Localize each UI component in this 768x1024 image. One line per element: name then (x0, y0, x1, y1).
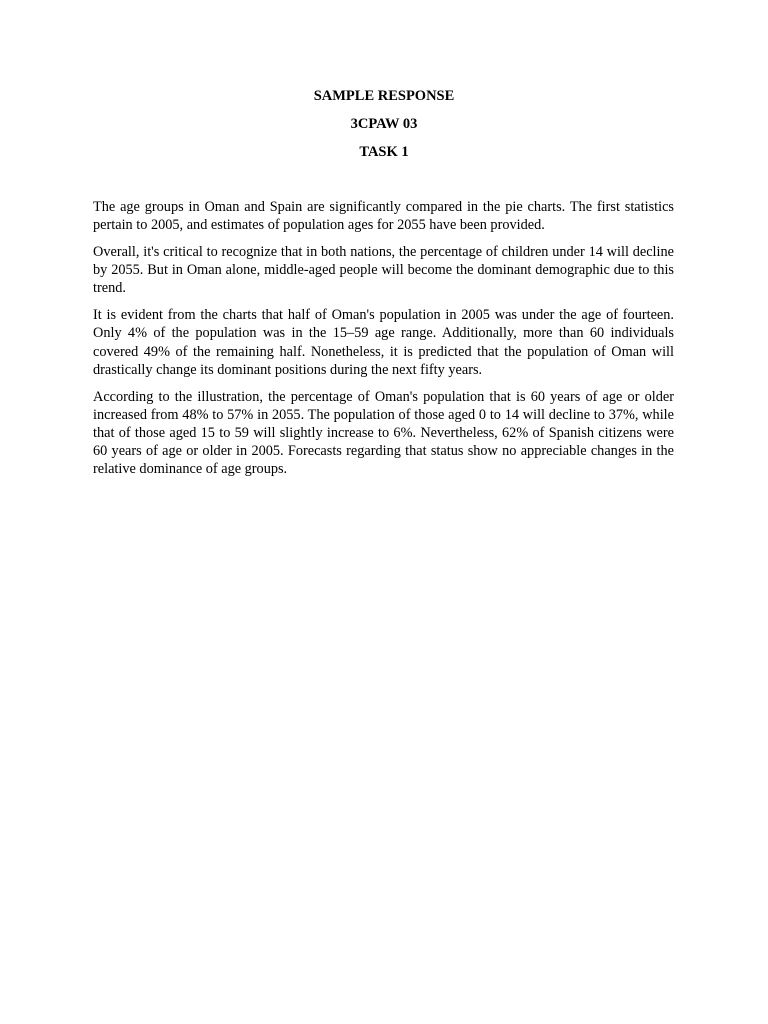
paragraph-intro: The age groups in Oman and Spain are significantly compared in the pie charts. The first statistics pertain to 2005, and estimates of population ages for 2055 have been provided. (93, 199, 674, 234)
document-task-label: TASK 1 (359, 144, 409, 160)
paragraph-comparison-details: According to the illustration, the percentage of Oman's population that is 60 years of age or older increased from 48% to 57% in 2055. The population of those aged 0 to 14 will decline to 37%, while that of those aged 15 to 59 will slightly increase to 6%. Nevertheless, 62% of Spanish citizens were 60 years of age or older in 2005. Forecasts regarding that status show no appreciable changes in the relative dominance of age groups. (93, 388, 674, 478)
paragraph-overview: Overall, it's critical to recognize that in both nations, the percentage of children under 14 will decline by 2055. But in Oman alone, middle-aged people will become the dominant demographic due to this trend. (93, 244, 674, 297)
document-title: SAMPLE RESPONSE (313, 88, 455, 104)
document-code: 3CPAW 03 (350, 116, 418, 132)
document-body (93, 198, 674, 487)
paragraph-oman-details: It is evident from the charts that half of Oman's population in 2005 was under the age of fourteen. Only 4% of the population was in the 15–59 age range. Additionally, more than 60 individuals covered 49% of the remaining half. Nonetheless, it is predicted that the population of Oman will drastically change its dominant positions during the next fifty years. (93, 307, 674, 378)
